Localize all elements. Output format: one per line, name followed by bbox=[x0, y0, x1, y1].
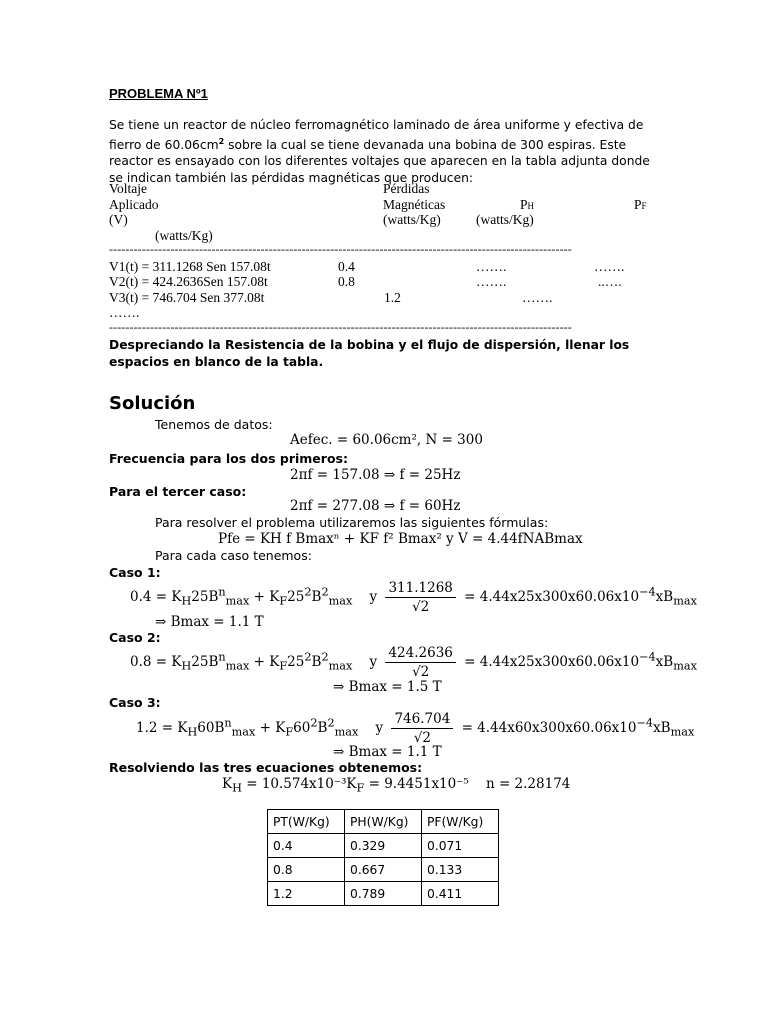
row-ph: ……. bbox=[476, 259, 507, 274]
header-watts: (watts/Kg) bbox=[383, 212, 441, 227]
row-voltage: V1(t) = 311.1268 Sen 157.08t bbox=[109, 259, 271, 274]
header-voltaje: Voltaje bbox=[109, 181, 147, 196]
header-perdidas: Pérdidas bbox=[383, 181, 430, 196]
case-label: Caso 1: bbox=[109, 565, 161, 580]
case-result: ⇒ Bmax = 1.5 T bbox=[333, 679, 442, 695]
table-row bbox=[268, 882, 499, 906]
header-cell: PT(W/Kg) bbox=[268, 810, 345, 834]
case-equation: $1.2 = K_H60B^n_{max} + K_F60^2B^2_{max}$ y $\frac{746.704}{√2}$ = $4.44x60x300x60.06x10^{-4}xB_{max}$ bbox=[136, 711, 695, 746]
case-result: ⇒ Bmax = 1.1 T bbox=[155, 614, 264, 630]
separator-bottom: ----------------------------------------------------------------------------------------------------------------- bbox=[109, 320, 572, 334]
third-case-label: Para el tercer caso: bbox=[109, 484, 247, 499]
solve-label: Resolviendo las tres ecuaciones obtenemos: bbox=[109, 760, 423, 775]
coefficients-equation: $K_H = 10.574x10^{-3}K_F = 9.4451x10^{-5}$ n = 2.28174 bbox=[222, 776, 571, 795]
table-cell: 0.8 bbox=[268, 858, 345, 882]
row-voltage: V2(t) = 424.2636Sen 157.08t bbox=[109, 274, 268, 289]
header-pf: PF bbox=[634, 197, 647, 212]
case-equation: $0.8 = K_H25B^n_{max} + K_F25^2B^2_{max}$ y $\frac{424.2636}{√2}$ = $4.44x25x300x60.06x10^{-4}xB_{max}$ bbox=[130, 645, 697, 680]
solution-heading: Solución bbox=[109, 393, 196, 414]
header-cell: PF(W/Kg) bbox=[422, 810, 499, 834]
datos-equation: Aefec. = 60.06cm², N = 300 bbox=[290, 432, 483, 448]
instruction-text: Despreciando la Resistencia de la bobina y el flujo de dispersión, llenar los espacios en blanco de la tabla. bbox=[109, 338, 630, 369]
datos-label: Tenemos de datos: bbox=[155, 417, 273, 432]
row-ph: ……. bbox=[522, 290, 553, 305]
freq-equation: 2πf = 157.08 ⇒ f = 25Hz bbox=[290, 467, 461, 483]
table-row bbox=[268, 834, 499, 858]
row-loss: 1.2 bbox=[384, 290, 401, 305]
case-equation: $0.4 = K_H25B^n_{max} + K_F25^2B^2_{max}$ y $\frac{311.1268}{√2}$ = $4.44x25x300x60.06x10^{-4}xB_{max}$ bbox=[130, 580, 697, 615]
each-case-label: Para cada caso tenemos: bbox=[155, 548, 312, 563]
table-cell: 0.329 bbox=[345, 834, 422, 858]
table-header-row bbox=[268, 810, 499, 834]
row-pf: ..…. bbox=[598, 274, 622, 289]
problem-title: PROBLEMA Nº1 bbox=[109, 86, 208, 101]
table-cell: 0.071 bbox=[422, 834, 499, 858]
freq-label: Frecuencia para los dos primeros: bbox=[109, 451, 348, 466]
table-cell: 0.789 bbox=[345, 882, 422, 906]
formulas-label: Para resolver el problema utilizaremos las siguientes fórmulas: bbox=[155, 515, 549, 530]
table-cell: 1.2 bbox=[268, 882, 345, 906]
row-pf: ……. bbox=[594, 259, 625, 274]
header-ph: PH bbox=[520, 197, 535, 212]
row-voltage: V3(t) = 746.704 Sen 377.08t bbox=[109, 290, 265, 305]
formulas-equation: Pfe = KH f Bmaxⁿ + KF f² Bmax² y V = 4.44fNABmax bbox=[218, 531, 583, 547]
third-case-equation: 2πf = 277.08 ⇒ f = 60Hz bbox=[290, 498, 461, 514]
header-cell: PH(W/Kg) bbox=[345, 810, 422, 834]
table-cell: 0.667 bbox=[345, 858, 422, 882]
row-loss: 0.4 bbox=[338, 259, 355, 274]
case-label: Caso 3: bbox=[109, 695, 161, 710]
header-watts-ph: (watts/Kg) bbox=[476, 212, 534, 227]
table-cell: 0.411 bbox=[422, 882, 499, 906]
case-result: ⇒ Bmax = 1.1 T bbox=[333, 744, 442, 760]
table-cell: 0.4 bbox=[268, 834, 345, 858]
separator-top: ----------------------------------------------------------------------------------------------------------------- bbox=[109, 242, 572, 256]
header-magneticas: Magnéticas bbox=[383, 197, 446, 212]
results-table bbox=[267, 809, 499, 906]
header-watts-pf: (watts/Kg) bbox=[155, 228, 213, 243]
row-ph: ……. bbox=[476, 274, 507, 289]
case-label: Caso 2: bbox=[109, 630, 161, 645]
row-extra: ……. bbox=[109, 305, 140, 320]
table-cell: 0.133 bbox=[422, 858, 499, 882]
problem-statement: Se tiene un reactor de núcleo ferromagnético laminado de área uniforme y efectiva de fierro de $60.06cm^2$ sobre la cual se tiene devanada una bobina de 300 espiras. Este reactor es ensayado con los diferentes voltajes que aparecen en la tabla adjunta donde se indican también las pérdidas magnéticas que producen: bbox=[109, 118, 650, 185]
header-v: (V) bbox=[109, 212, 128, 227]
table-row bbox=[268, 858, 499, 882]
row-loss: 0.8 bbox=[338, 274, 355, 289]
header-aplicado: Aplicado bbox=[109, 197, 159, 212]
